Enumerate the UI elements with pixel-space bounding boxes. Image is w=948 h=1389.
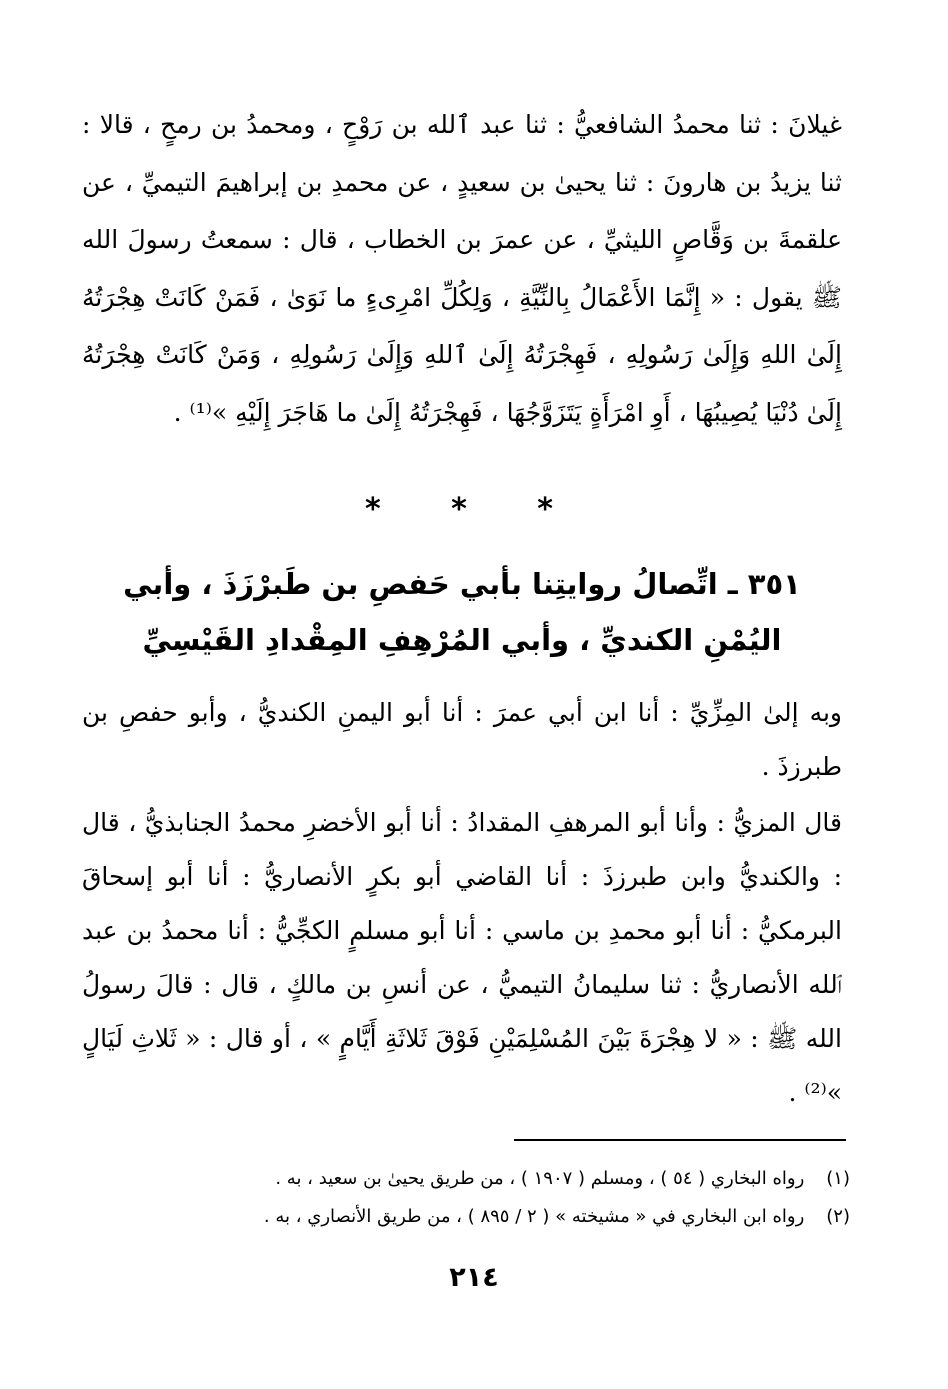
- page-number: ٢١٤: [449, 1262, 499, 1293]
- hadith-paragraph-2: قال المزيُّ : وأنا أبو المرهفِ المقدادُ : أنا أبو الأخضرِ محمدُ الجنابذيُّ ، قال : والكنديُّ وابن طبرزذَ : أنا القاضي أبو بكرٍ الأنصاريُّ : أنا أبو إسحاقَ البرمكيُّ : أنا أبو محمدِ بن ماسي : أنا أبو مسلمٍ الكجِّيُّ : أنا محمدُ بن عبد ٱلله الأنصاريُّ : ثنا سليمانُ التيميُّ ، عن أنسِ بن مالكٍ ، قال : قالَ رسولُ الله ﷺ : « لا هِجْرَةَ بَيْنَ المُسْلِمَيْنِ فَوْقَ ثَلاثَةِ أَيَّامٍ » ، أو قال : « ثَلاثِ لَيَالٍ »⁽²⁾ .: [82, 808, 842, 1107]
- section-heading: [82, 556, 842, 668]
- section-title: اتِّصالُ روايتِنا بأبي حَفصِ بن طَبرْزَذَ ، وأبي اليُمْنِ الكنديِّ ، وأبي المُرْهِفِ المِقْدادِ القَيْسِيِّ: [123, 567, 782, 657]
- footnotes: [150, 1160, 850, 1236]
- chain-paragraph: وبه إلىٰ المِزِّيِّ : أنا ابن أبي عمرَ : أنا أبو اليمنِ الكنديُّ ، وأبو حفصِ بن طبرزذَ .: [82, 698, 842, 781]
- footnote-text: رواه ابن البخاري في « مشيخته » ( ٢ / ٨٩٥ ) ، من طريق الأنصاري ، به .: [263, 1206, 805, 1227]
- footnote-1: [150, 1160, 850, 1198]
- section-number: ٣٥١ ـ: [727, 567, 801, 601]
- footnote-divider: [514, 1139, 846, 1141]
- footnote-2: [150, 1198, 850, 1236]
- section-separator: * * *: [365, 492, 583, 527]
- footnote-number: (١): [826, 1168, 850, 1189]
- hadith-paragraph-1: غيلانَ : ثنا محمدُ الشافعيُّ : ثنا عبد ٱلله بن رَوْحٍ ، ومحمدُ بن رمحٍ ، قالا : ثنا يزيدُ بن هارونَ : ثنا يحيىٰ بن سعيدٍ ، عن محمدِ بن إبراهيمَ التيميِّ ، عن علقمةَ بن وَقَّاصٍ الليثيِّ ، عن عمرَ بن الخطاب ، قال : سمعتُ رسولَ الله ﷺ يقول : « إِنَّمَا الأَعْمَالُ بِالنِّيَّةِ ، وَلِكُلِّ امْرِىءٍ ما نَوَىٰ ، فَمَنْ كَانَتْ هِجْرَتُهُ إِلَىٰ اللهِ وَإِلَىٰ رَسُولِهِ ، فَهِجْرَتُهُ إِلَىٰ ٱللهِ وَإِلَىٰ رَسُولِهِ ، وَمَنْ كَانَتْ هِجْرَتُهُ إِلَىٰ دُنْيَا يُصِيبُهَا ، أَوِ امْرَأَةٍ يَتَزَوَّجُهَا ، فَهِجْرَتُهُ إِلَىٰ ما هَاجَرَ إِلَيْهِ »⁽¹⁾ .: [82, 110, 842, 427]
- footnote-text: رواه البخاري ( ٥٤ ) ، ومسلم ( ١٩٠٧ ) ، من طريق يحيىٰ بن سعيد ، به .: [275, 1168, 805, 1189]
- footnote-number: (٢): [826, 1206, 850, 1227]
